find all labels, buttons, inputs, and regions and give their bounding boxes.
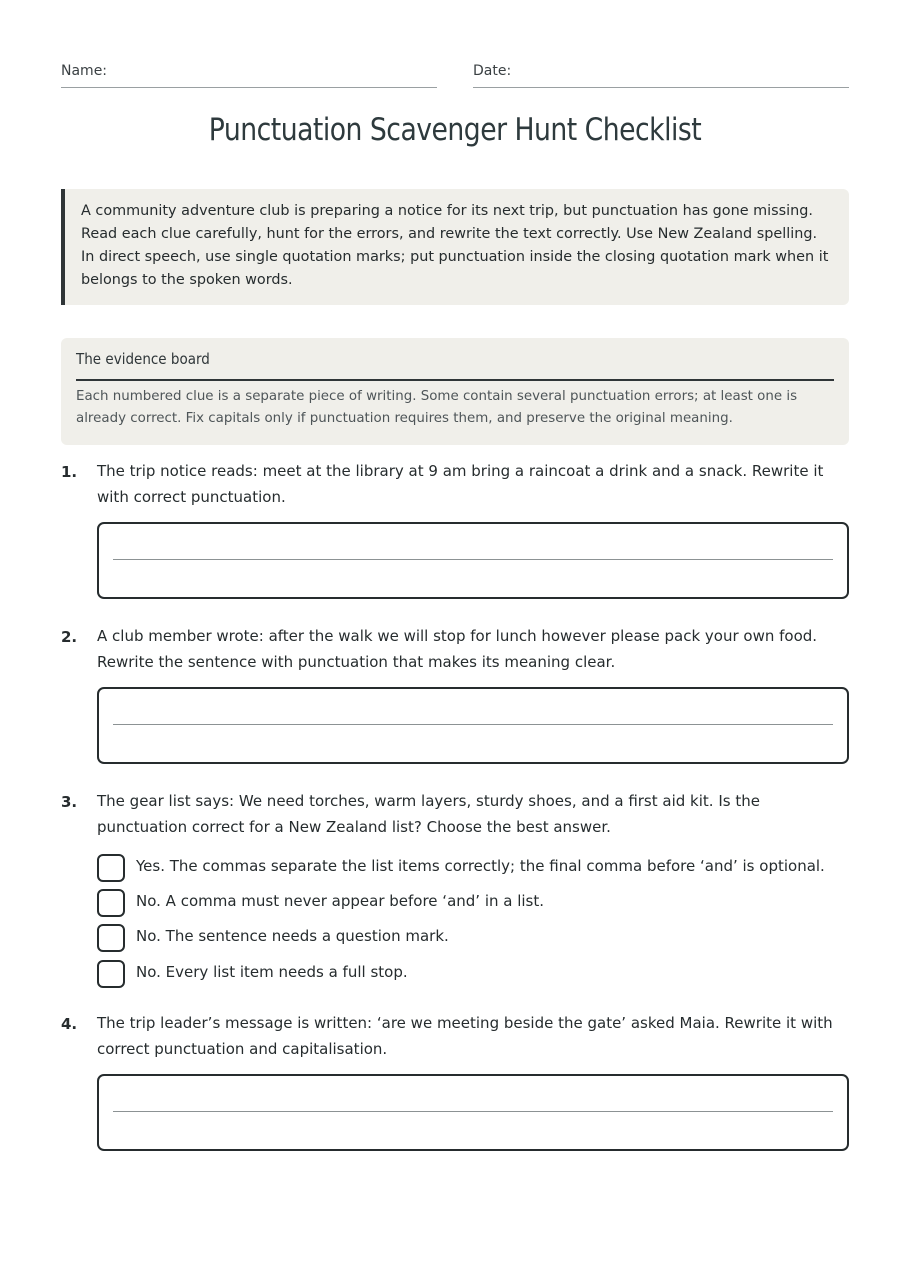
- option-label: No. The sentence needs a question mark.: [136, 927, 449, 945]
- evidence-board-title: The evidence board: [76, 350, 834, 381]
- option-a[interactable]: [97, 854, 849, 882]
- date-label: Date:: [473, 63, 512, 79]
- question-number: 2.: [61, 628, 78, 646]
- intro-callout: A community adventure club is preparing a notice for its next trip, but punctuation has gone missing. Read each clue carefully, hunt for the errors, and rewrite the text correctly. Use New Zealand spelling. In direct speech, use single quotation marks; put punctuation inside the closing quotation mark when it belongs to the spoken words.: [61, 189, 849, 305]
- checkbox[interactable]: [97, 960, 125, 988]
- date-field[interactable]: [473, 60, 849, 88]
- question-number: 1.: [61, 463, 78, 481]
- question-text: The trip leader’s message is written: ‘are we meeting beside the gate’ asked Maia. Rewrite it with correct punctuation and capitalisation.: [97, 1014, 833, 1058]
- option-c[interactable]: [97, 924, 849, 952]
- answer-line: [113, 724, 833, 725]
- evidence-board-body: Each numbered clue is a separate piece of writing. Some contain several punctuation errors; at least one is already correct. Fix capitals only if punctuation requires them, and preserve the original meaning.: [76, 389, 798, 426]
- question-number: 4.: [61, 1015, 78, 1033]
- checkbox[interactable]: [97, 889, 125, 917]
- answer-box-1[interactable]: [97, 522, 849, 599]
- evidence-board: [61, 338, 849, 445]
- page-title: Punctuation Scavenger Hunt Checklist: [208, 112, 702, 148]
- answer-box-2[interactable]: [97, 687, 849, 764]
- question-text: The trip notice reads: meet at the library at 9 am bring a raincoat a drink and a snack. Rewrite it with correct punctuation.: [97, 462, 824, 506]
- option-label: No. A comma must never appear before ‘and’ in a list.: [136, 892, 545, 910]
- checkbox[interactable]: [97, 854, 125, 882]
- question-number: 3.: [61, 793, 78, 811]
- header-fields: [61, 60, 849, 90]
- question-text: The gear list says: We need torches, warm layers, sturdy shoes, and a first aid kit. Is the punctuation correct for a New Zealand list? Choose the best answer.: [97, 792, 760, 836]
- answer-box-4[interactable]: [97, 1074, 849, 1151]
- option-label: No. Every list item needs a full stop.: [136, 963, 408, 981]
- checkbox[interactable]: [97, 924, 125, 952]
- name-field[interactable]: [61, 60, 437, 88]
- option-label: Yes. The commas separate the list items correctly; the final comma before ‘and’ is optional.: [136, 857, 825, 875]
- answer-line: [113, 559, 833, 560]
- name-label: Name:: [61, 63, 108, 79]
- question-text: A club member wrote: after the walk we will stop for lunch however please pack your own food. Rewrite the sentence with punctuation that makes its meaning clear.: [97, 627, 818, 671]
- answer-line: [113, 1111, 833, 1112]
- option-d[interactable]: [97, 960, 849, 988]
- option-b[interactable]: [97, 889, 849, 917]
